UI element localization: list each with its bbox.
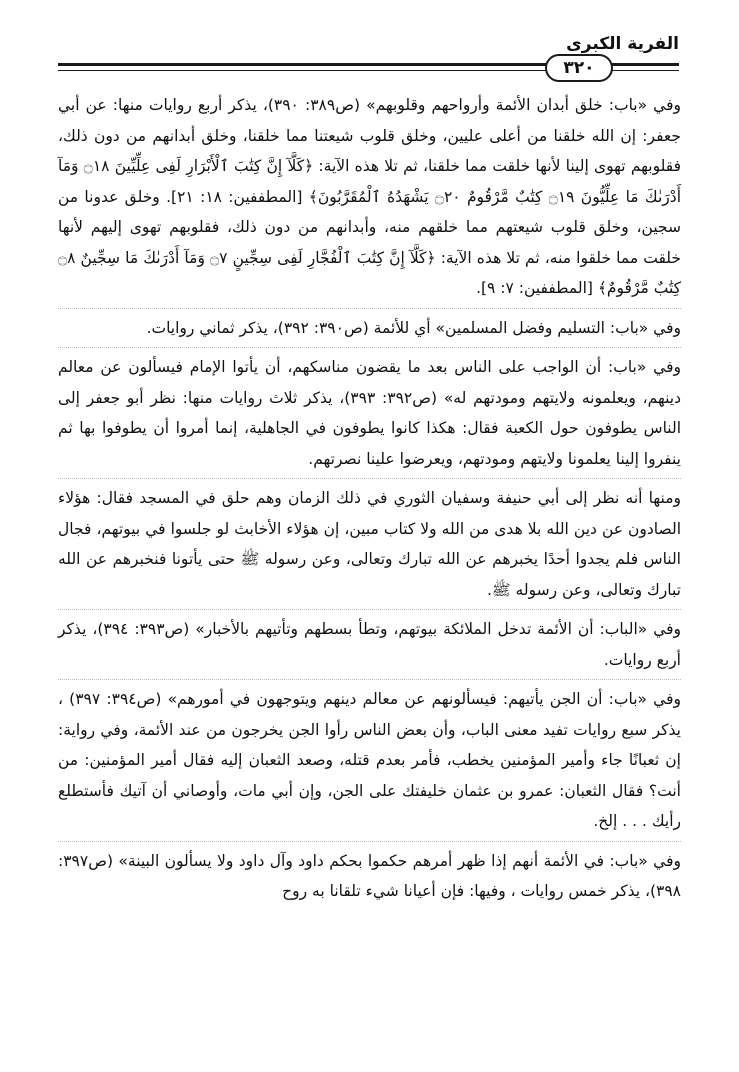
page-body: [58, 90, 681, 907]
paragraph-5: وفي «الباب: أن الأئمة تدخل الملائكة بيوتهم، وتطأ بسطهم وتأتيهم بالأخبار» (ص٣٩٣: ٣٩٤)، يذكر أربع روايات.: [58, 614, 681, 680]
paragraph-1: وفي «باب: خلق أبدان الأئمة وأرواحهم وقلوبهم» (ص٣٨٩: ٣٩٠)، يذكر أربع روايات منها: عن أبي جعفر: إن الله خلقنا من أعلى عليين، وخلق قلوب شيعتنا مما خلقنا، وخلق أبدانهم من دون ذلك، فقلوبهم تهوى إلينا لأنها خلقت مما خلقنا، ثم تلا هذه الآية: ﴿كَلَّآ إِنَّ كِتَٰبَ ٱلْأَبْرَارِ لَفِى عِلِّيِّينَ ۝١٨ وَمَآ أَدْرَىٰكَ مَا عِلِّيُّونَ ۝١٩ كِتَٰبٌ مَّرْقُومٌ ۝٢٠ يَشْهَدُهُ ٱلْمُقَرَّبُونَ﴾ [المطففين: ١٨: ٢١]. وخلق عدونا من سجين، وخلق قلوب شيعتهم مما خلقهم منه، وأبدانهم من دون ذلك، فقلوبهم تهوى إليهم لأنها خلقت مما خلقوا منه، ثم تلا هذه الآية: ﴿كَلَّآ إِنَّ كِتَٰبَ ٱلْفُجَّارِ لَفِى سِجِّينٍ ۝٧ وَمَآ أَدْرَىٰكَ مَا سِجِّينٌ ۝٨ كِتَٰبٌ مَّرْقُومٌ﴾ [المطففين: ٧: ٩].: [58, 90, 681, 309]
paragraph-3: وفي «باب: أن الواجب على الناس بعد ما يقضون مناسكهم، أن يأتوا الإمام فيسألون عن معالم دينهم، ويعلمونه ولايتهم ومودتهم له» (ص٣٩٢: ٣٩٣)، يذكر ثلاث روايات منها: نظر أبو جعفر إلى الناس يطوفون حول الكعبة فقال: هكذا كانوا يطوفون في الجاهلية، إنما أمروا أن يطوفوا بها ثم ينفروا إلينا يعلمونا ولايتهم ومودتهم، ويعرضوا علينا نصرتهم.: [58, 352, 681, 479]
running-header-title: الفرية الكبرى: [566, 34, 679, 54]
paragraph-6: وفي «باب: أن الجن يأتيهم: فيسألونهم عن معالم دينهم ويتوجهون في أمورهم» (ص٣٩٤: ٣٩٧) ، يذكر سبع روايات تفيد معنى الباب، وأن بعض الناس رأوا الجن يخرجون من عند الأئمة، وفي رواية: إن ثعبانًا جاء وأمير المؤمنين يخطب، فأمر بعدم قتله، وصعد الثعبان إليه فقال أمير المؤمنين: من أنت؟ فقال الثعبان: عمرو بن عثمان خليفتك على الجن، وإن أبي مات، وأوصاني أن آتيك فأستطلع رأيك . . . إلخ.: [58, 684, 681, 842]
paragraph-7: وفي «باب: في الأئمة أنهم إذا ظهر أمرهم حكموا بحكم داود وآل داود ولا يسألون البينة» (ص٣٩٧: ٣٩٨)، يذكر خمس روايات ، وفيها: فإن أعيانا شيء تلقانا به روح: [58, 851, 681, 900]
page-number-badge: ٣٢٠: [545, 54, 613, 82]
paragraph-2: وفي «باب: التسليم وفضل المسلمين» أي للأئمة (ص٣٩٠: ٣٩٢)، يذكر ثماني روايات.: [58, 313, 681, 349]
paragraph-4: ومنها أنه نظر إلى أبي حنيفة وسفيان الثوري في ذلك الزمان وهم حلق في المسجد فقال: هؤلاء الصادون عن دين الله بلا هدى من الله ولا كتاب مبين، إن هؤلاء الأخابث لو جلسوا في بيوتهم، فجال الناس فلم يجدوا أحدًا يخبرهم عن الله تبارك وتعالى، وعن رسوله ﷺ حتى يأتونا فنخبرهم عن الله تبارك وتعالى، وعن رسوله ﷺ.: [58, 483, 681, 610]
